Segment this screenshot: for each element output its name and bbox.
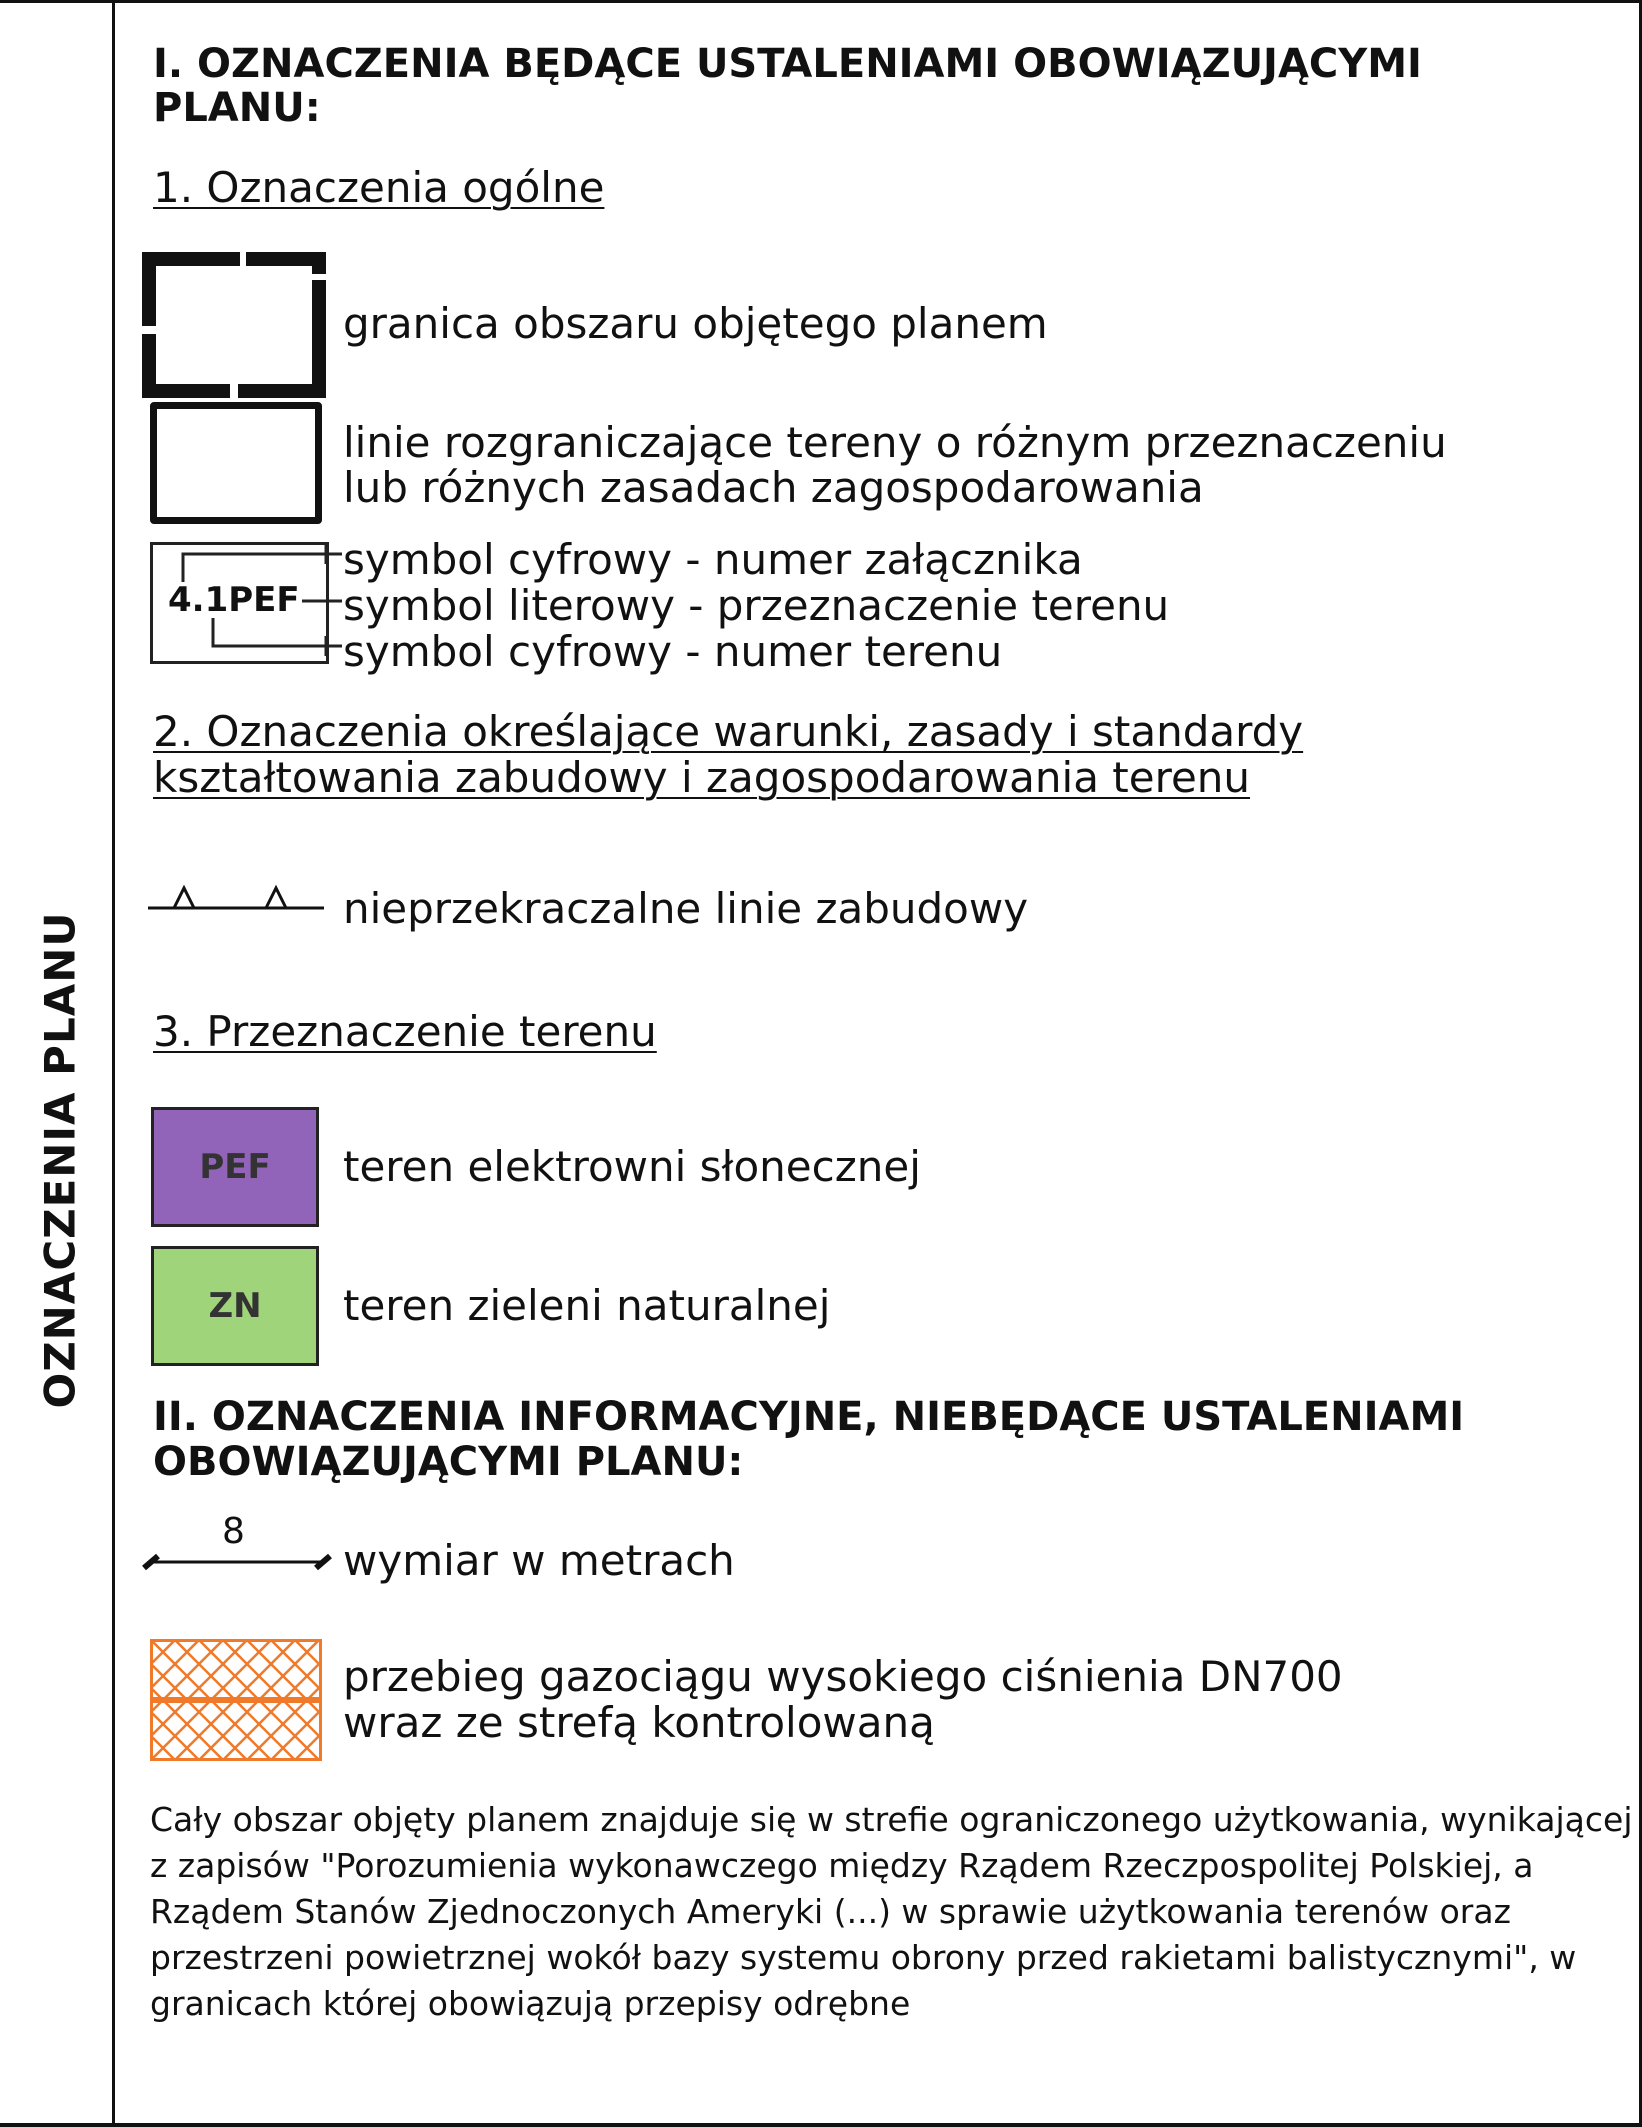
demarcation-label-line2: lub różnych zasadach zagospodarowania (343, 463, 1204, 512)
side-column (0, 0, 115, 2127)
dimension-value: 8 (222, 1511, 245, 1552)
gas-pipeline-label-line1: przebieg gazociągu wysokiego ciśnienia DN700 (343, 1652, 1343, 1701)
demarcation-label-line1: linie rozgraniczające tereny o różnym przeznaczeniu (343, 418, 1447, 467)
frame-top-border (0, 0, 1642, 3)
building-line-icon (148, 882, 324, 912)
subsection2-title-line1: 2. Oznaczenia określające warunki, zasady i standardy (153, 707, 1304, 756)
side-title: OZNACZENIA PLANU (35, 911, 85, 1409)
zn-label: teren zieleni naturalnej (343, 1281, 831, 1330)
dimension-icon (142, 1548, 332, 1574)
plan-boundary-icon (142, 252, 330, 398)
gas-pipeline-label-line2: wraz ze strefą kontrolowaną (343, 1698, 935, 1747)
demarcation-line-icon (150, 402, 322, 524)
building-line-label: nieprzekraczalne linie zabudowy (343, 884, 1029, 933)
symbol-line2-label: symbol literowy - przeznaczenie terenu (343, 581, 1170, 630)
section2-title-line2: OBOWIĄZUJĄCYMI PLANU: (153, 1439, 744, 1485)
frame-bottom-border (0, 2123, 1642, 2127)
plan-boundary-label: granica obszaru objętego planem (343, 299, 1048, 348)
section1-title-line1: I. OZNACZENIA BĘDĄCE USTALENIAMI OBOWIĄZUJĄCYMI (153, 41, 1422, 87)
zn-code: ZN (208, 1286, 262, 1326)
pef-code: PEF (199, 1147, 271, 1187)
section1-title-line2: PLANU: (153, 85, 321, 131)
symbol-line1-label: symbol cyfrowy - numer załącznika (343, 535, 1083, 584)
subsection3-title: 3. Przeznaczenie terenu (153, 1007, 657, 1056)
pef-swatch (151, 1107, 319, 1227)
dimension-label: wymiar w metrach (343, 1536, 735, 1585)
zn-swatch (151, 1246, 319, 1366)
restricted-use-note: Cały obszar objęty planem znajduje się w strefie ograniczonego użytkowania, wynikającej z zapisów "Porozumienia wykonawczego między Rządem Rzeczpospolitej Polskiej, a Rządem Stanów Zjednoczonych Ameryki (...) w sprawie użytkowania terenów oraz przestrzeni powietrznej wokół bazy systemu obrony przed rakietami balistycznymi", w granicach której obowiązują przepisy odrębne (150, 1800, 1633, 2023)
pef-label: teren elektrowni słonecznej (343, 1142, 921, 1191)
symbol-line3-label: symbol cyfrowy - numer terenu (343, 627, 1003, 676)
gas-pipeline-zone-icon (150, 1639, 322, 1761)
land-symbol-code: 4.1PEF (168, 580, 300, 620)
subsection1-title: 1. Oznaczenia ogólne (153, 163, 605, 212)
section2-title-line1: II. OZNACZENIA INFORMACYJNE, NIEBĘDĄCE USTALENIAMI (153, 1394, 1465, 1440)
subsection2-title-line2: kształtowania zabudowy i zagospodarowania terenu (153, 753, 1251, 802)
